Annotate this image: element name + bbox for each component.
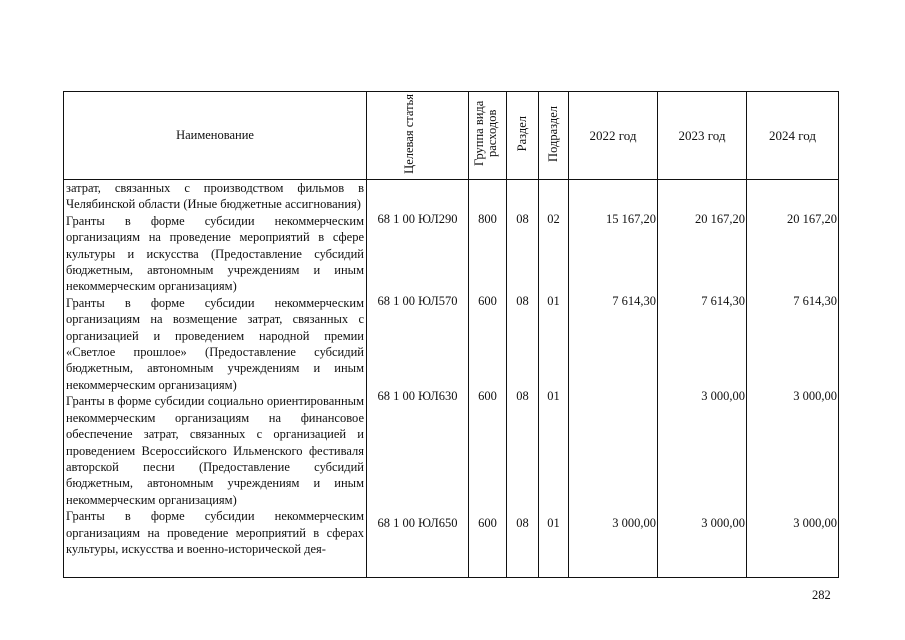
- row-2024-3: 3 000,00: [793, 389, 837, 403]
- header-year-2023: 2023 год: [658, 92, 747, 180]
- row-section-3: 08: [516, 389, 529, 403]
- row-2024-2: 7 614,30: [793, 294, 837, 308]
- names-text: [66, 180, 364, 557]
- header-year-2022: 2022 год: [569, 92, 658, 180]
- header-target-article-text: Целевая статья: [401, 93, 416, 174]
- row-2022-2: 7 614,30: [612, 294, 656, 308]
- row-name-1: затрат, связанных с производством фильмов в Челябинской области (Иные бюджетные ассигнования): [66, 181, 364, 212]
- row-group-3: 600: [478, 389, 497, 403]
- row-subsection-2: 01: [547, 294, 560, 308]
- row-code-3: 68 1 00 ЮЛ630: [377, 389, 458, 403]
- group-column: [469, 180, 507, 578]
- table-header-row: [64, 92, 839, 180]
- year-2023-column: [658, 180, 747, 578]
- header-expense-group-text: Группа вида расходов: [471, 100, 499, 167]
- budget-table: [63, 91, 839, 578]
- subsection-column: [539, 180, 569, 578]
- codes-column: [367, 180, 469, 578]
- row-name-2: Гранты в форме субсидии некоммерческим организациям на проведение мероприятий в сфере культуры и искусства (Предоставление субсидий бюджетным, автономным учреждениям и иным некоммерческим организациям): [66, 213, 364, 294]
- row-name-4: Гранты в форме субсидии социально ориентированным некоммерческим организациям на финансовое обеспечение затрат, связанных с организацией и проведением Всероссийского Ильменского фестиваля авторской песни (Предоставление субсидий бюджетным, автономным учреждениям и иным некоммерческим организациям): [66, 394, 364, 507]
- row-group-2: 600: [478, 294, 497, 308]
- names-column: [64, 180, 367, 578]
- row-subsection-1: 02: [547, 212, 560, 226]
- row-section-1: 08: [516, 212, 529, 226]
- row-2022-4: 3 000,00: [612, 516, 656, 530]
- header-section-text: Раздел: [514, 115, 529, 152]
- row-2023-3: 3 000,00: [701, 389, 745, 403]
- page-number: 282: [812, 588, 831, 602]
- year-2022-column: [569, 180, 658, 578]
- row-name-3: Гранты в форме субсидии некоммерческим организациям на возмещение затрат, связанных с организацией и проведением народной премии «Светлое прошлое» (Предоставление субсидий бюджетным, автономным учреждениям и иным некоммерческим организациям): [66, 295, 364, 392]
- row-2022-1: 15 167,20: [606, 212, 656, 226]
- row-2023-4: 3 000,00: [701, 516, 745, 530]
- section-column: [507, 180, 539, 578]
- header-year-2024: 2024 год: [747, 92, 839, 180]
- table-body-row: [64, 180, 839, 578]
- row-section-4: 08: [516, 516, 529, 530]
- row-2023-2: 7 614,30: [701, 294, 745, 308]
- row-code-1: 68 1 00 ЮЛ290: [377, 212, 458, 226]
- row-section-2: 08: [516, 294, 529, 308]
- year-2024-column: [747, 180, 839, 578]
- header-name: Наименование: [64, 92, 367, 180]
- header-expense-group: [469, 92, 507, 180]
- row-group-1: 800: [478, 212, 497, 226]
- row-group-4: 600: [478, 516, 497, 530]
- header-subsection-text: Подраздел: [545, 105, 560, 162]
- row-subsection-3: 01: [547, 389, 560, 403]
- row-2024-4: 3 000,00: [793, 516, 837, 530]
- row-2024-1: 20 167,20: [787, 212, 837, 226]
- header-subsection: [539, 92, 569, 180]
- row-name-5: Гранты в форме субсидии некоммерческим организациям на проведение мероприятий в сферах культуры, искусства и военно-исторической дея-: [66, 509, 364, 556]
- row-2023-1: 20 167,20: [695, 212, 745, 226]
- row-code-2: 68 1 00 ЮЛ570: [377, 294, 458, 308]
- row-subsection-4: 01: [547, 516, 560, 530]
- row-code-4: 68 1 00 ЮЛ650: [377, 516, 458, 530]
- header-section: [507, 92, 539, 180]
- header-target-article: [367, 92, 469, 180]
